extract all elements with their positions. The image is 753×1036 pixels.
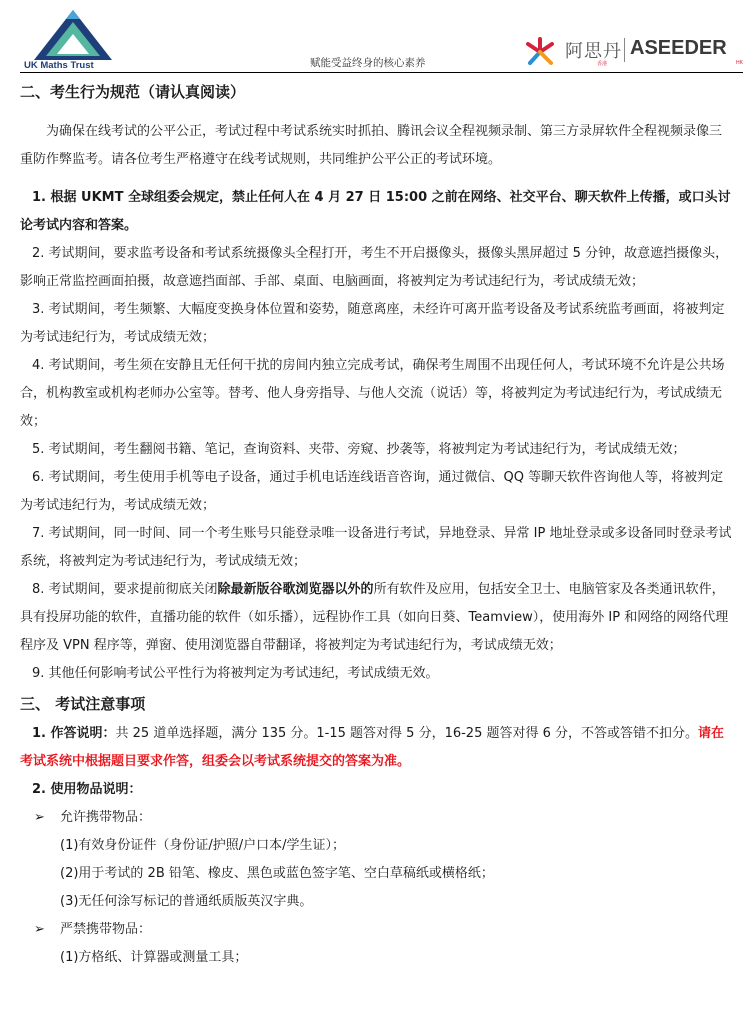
rule-item-6: 6. 考试期间，考生使用手机等电子设备，通过手机电话连线语音咨询，通过微信、QQ 等聊天软件咨询他人等，将被判定为考试违纪行为，考试成绩无效；: [20, 470, 724, 513]
banned-items-heading: [20, 916, 732, 944]
bullet-arrow-icon: ➢: [34, 810, 45, 825]
allowed-item: (1)有效身份证件（身份证/护照/户口本/学生证）；: [60, 838, 346, 853]
page-header: [0, 0, 753, 78]
rule-item-8: [20, 576, 732, 660]
header-divider: [20, 72, 743, 73]
header-motto: 赋能受益终身的核心素养: [310, 57, 426, 69]
section-2-intro: 为确保在线考试的公平公正，考试过程中考试系统实时抓拍、腾讯会议全程视频录制、第三方录屏软件全程视频录像三重防作弊监考。请各位考生严格遵守在线考试规则，共同维护公平公正的考试环境。: [20, 124, 723, 167]
rule-item-3: 3. 考试期间，考生频繁、大幅度变换身体位置和姿势，随意离座，未经许可离开监考设备及考试系统监考画面，将被判定为考试违纪行为，考试成绩无效；: [20, 302, 725, 345]
rule-item-2: 2. 考试期间，要求监考设备和考试系统摄像头全程打开，考生不开启摄像头，摄像头黑屏超过 5 分钟，故意遮挡摄像头，影响正常监控画面拍摄，故意遮挡面部、手部、桌面、电脑画面，将被判定为考试违纪行为，考试成绩无效；: [20, 246, 729, 289]
notice-item-1-body: 共 25 道单选择题，满分 135 分。1-15 题答对得 5 分，16-25 题答对得 6 分，不答或答错不扣分。: [115, 726, 699, 741]
aseeder-logo-icon: [522, 36, 558, 68]
rule-item-5: 5. 考试期间，考生翻阅书籍、笔记，查询资料、夹带、旁窥、抄袭等，将被判定为考试违纪行为，考试成绩无效；: [32, 442, 686, 457]
ukmt-logo-label: UK Maths Trust: [24, 60, 94, 71]
aseeder-separator: [624, 38, 625, 62]
notice-item-1: [20, 720, 732, 776]
rule-item-4: 4. 考试期间，考生须在安静且无任何干扰的房间内独立完成考试，确保考生周围不出现任何人，考试环境不允许是公共场合，机构教室或机构老师办公室等。替考、他人身旁指导、与他人交流（说话）等，将被判定为考试违纪行为，考试成绩无效；: [20, 358, 725, 429]
allowed-item: (2)用于考试的 2B 铅笔、橡皮、黑色或蓝色签字笔、空白草稿纸或横格纸；: [60, 866, 494, 881]
allowed-items-heading: [20, 804, 732, 832]
rule-item-8-post: 所有软件及应用，包括安全卫士、电脑管家及各类通讯软件，具有投屏功能的软件，直播功能的软件（如乐播），远程协作工具（如向日葵、Teamview），使用海外 IP 和网络的网络代理程序及 VPN 程序等，弹窗、使用浏览器自带翻译，将被判定为考试违纪行为，考试成绩无效；: [20, 582, 729, 653]
rule-item-8-bold: 除最新版谷歌浏览器以外的: [217, 582, 374, 597]
rule-item-7: 7. 考试期间，同一时间、同一个考生账号只能登录唯一设备进行考试，异地登录、异常 IP 地址登录或多设备同时登录考试系统，将被判定为考试违纪行为，考试成绩无效；: [20, 526, 732, 569]
rule-item-8-pre: 8. 考试期间，要求提前彻底关闭: [32, 582, 218, 597]
aseeder-english-name: ASEEDER: [630, 37, 727, 59]
allowed-item: (3)无任何涂写标记的普通纸质版英汉字典。: [60, 894, 313, 909]
banned-item: (1)方格纸、计算器或测量工具；: [60, 950, 248, 965]
notice-item-1-label: 1. 作答说明：: [32, 726, 116, 741]
banned-items-title: 严禁携带物品：: [60, 922, 152, 937]
bullet-arrow-icon: ➢: [34, 922, 45, 937]
aseeder-hk-label: HK: [736, 60, 743, 66]
section-3-title: 三、 考试注意事项: [20, 695, 146, 713]
rule-item-9: 9. 其他任何影响考试公平性行为将被判定为考试违纪，考试成绩无效。: [32, 666, 439, 681]
allowed-items-title: 允许携带物品：: [60, 810, 152, 825]
document-body: [20, 76, 732, 972]
rule-item-1: 1. 根据 UKMT 全球组委会规定，禁止任何人在 4 月 27 日 15:00 之前在网络、社交平台、聊天软件上传播，或口头讨论考试内容和答案。: [20, 190, 731, 233]
notice-item-1-red: 请在考试系统中根据题目要求作答，组委会以考试系统提交的答案为准。: [20, 726, 725, 769]
aseeder-hk-small: 香港: [597, 61, 608, 67]
notice-item-2-label: 2. 使用物品说明：: [32, 782, 142, 797]
aseeder-chinese-name: 阿思丹: [565, 41, 622, 62]
section-2-title: 二、考生行为规范（请认真阅读）: [20, 83, 246, 101]
